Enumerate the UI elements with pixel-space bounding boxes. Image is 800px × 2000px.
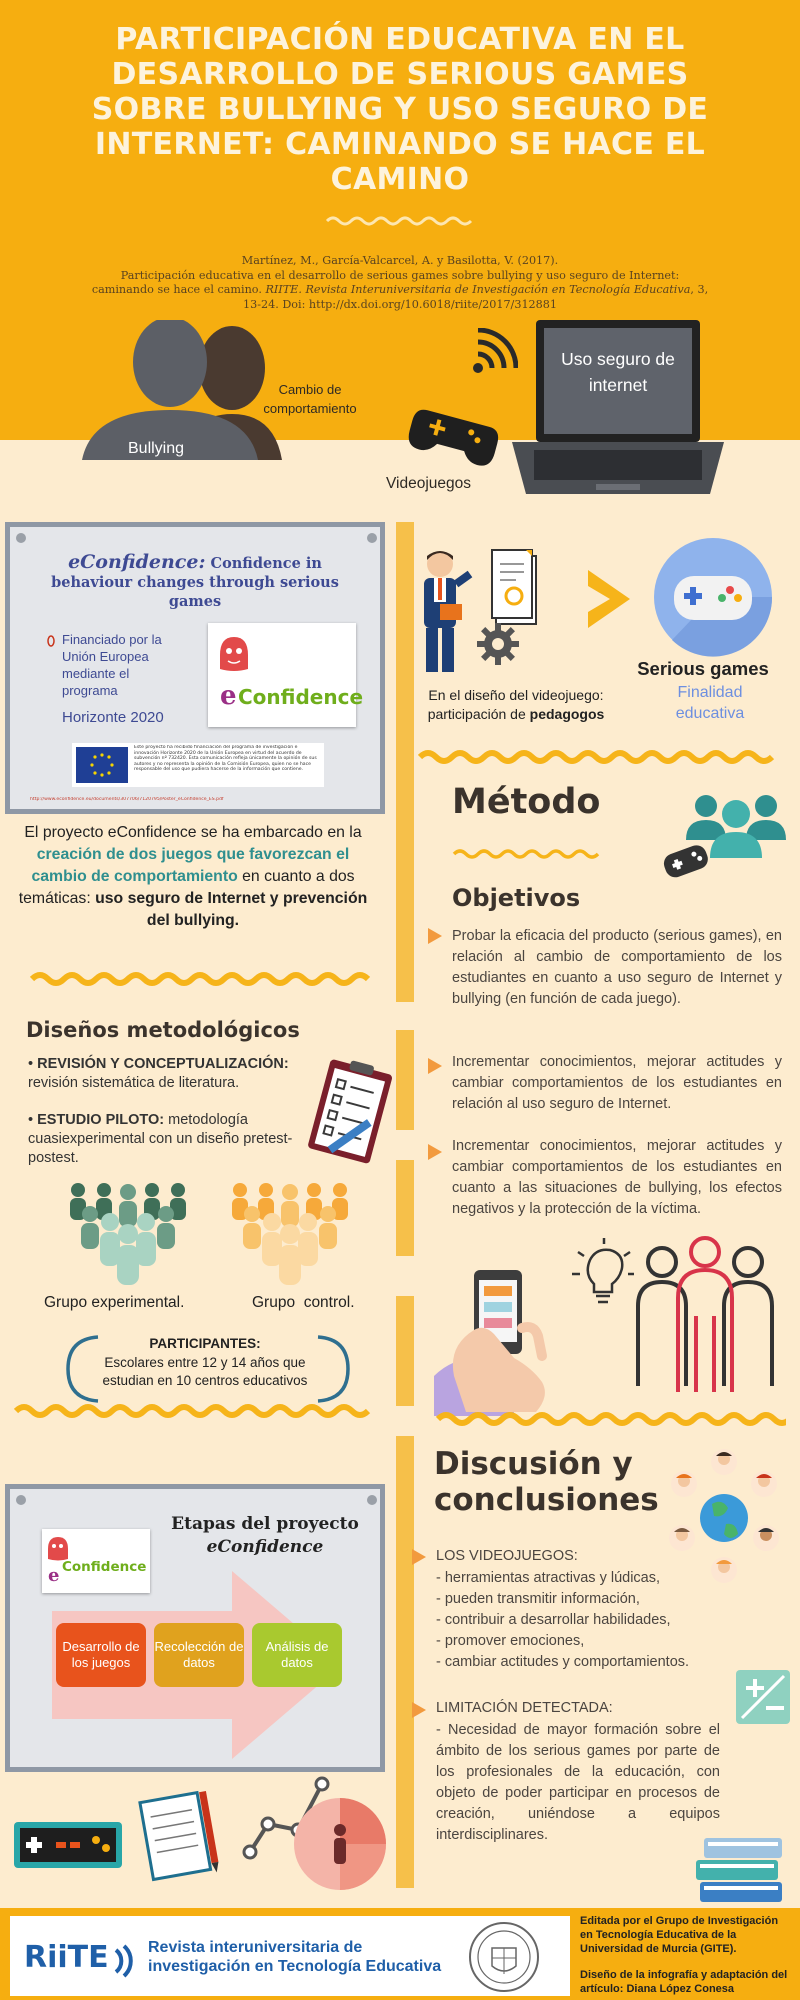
intro-paragraph bbox=[18, 822, 368, 932]
journal-name-line2: investigación en Tecnología Educativa bbox=[148, 1958, 442, 1975]
econfidence-logo bbox=[208, 623, 364, 727]
signal-waves-icon bbox=[110, 1944, 140, 1978]
objective-arrow-icon bbox=[428, 928, 442, 944]
eu-note-strip bbox=[72, 743, 324, 787]
etapa-step-3: Análisis de datos bbox=[252, 1623, 342, 1687]
objective-arrow-icon bbox=[428, 1144, 442, 1160]
objetivos-title: Objetivos bbox=[452, 884, 581, 912]
videojuegos-item: - contribuir a desarrollar habilidades, bbox=[436, 1612, 671, 1628]
wave-divider bbox=[14, 1402, 374, 1420]
objective-arrow-icon bbox=[428, 1058, 442, 1074]
econfidence-title-em: eConfidence: bbox=[68, 551, 206, 573]
serious-games-gamepad-icon bbox=[652, 536, 774, 658]
intro-highlight: creación de dos juegos que favorezcan el cambio de comportamiento bbox=[31, 846, 350, 885]
econfidence-title-rest: Confidence in behaviour changes through serious games bbox=[51, 555, 339, 610]
wifi-icon bbox=[470, 328, 518, 376]
bullet-leaf-icon bbox=[46, 635, 56, 647]
plus-minus-icon bbox=[734, 1668, 792, 1726]
gear-icon bbox=[476, 622, 520, 666]
disenos-item-1-text: revisión sistemática de literatura. bbox=[28, 1075, 240, 1091]
discusion-arrow-icon bbox=[412, 1549, 426, 1565]
econfidence-logo-text: Confidence bbox=[238, 685, 364, 709]
disenos-item-2-text: metodología cuasiexperimental con un diseño pretest-postest. bbox=[28, 1112, 293, 1166]
pin-icon bbox=[365, 531, 379, 545]
riite-logo: RiiTE bbox=[24, 1940, 109, 1975]
notebook-pencil-icon bbox=[136, 1786, 226, 1882]
lightbulb-icon bbox=[570, 1236, 634, 1306]
eu-note: Este proyecto ha recibido financiación del programa de investigación e innovación Horizonte 2020 de la Unión Europea en virtud del acuerdo de subvención nº 732420. Esta comunicación refleja únicamente la opinión de sus autores y no representa la opinión de la Comisión Europea, quien no se hace responsable del uso que pudiera hacerse de la información que contiene. bbox=[134, 745, 317, 773]
metodo-title: Método bbox=[452, 782, 601, 822]
pin-icon bbox=[14, 531, 28, 545]
citation-authors: Martínez, M., García-Valcarcel, A. y Basilotta, V. (2017). bbox=[241, 254, 559, 267]
books-icon bbox=[694, 1830, 786, 1906]
videojuegos-item: - cambiar actitudes y comportamientos. bbox=[436, 1654, 690, 1670]
footer-credits bbox=[580, 1914, 792, 1996]
disenos-item-1-bold: REVISIÓN Y CONCEPTUALIZACIÓN: bbox=[37, 1056, 289, 1072]
university-seal-icon bbox=[466, 1920, 542, 1994]
etapas-title bbox=[160, 1513, 370, 1559]
etapa-step-1: Desarrollo de los juegos bbox=[56, 1623, 146, 1687]
econfidence-logo-e: e bbox=[220, 681, 237, 711]
econfidence-url[interactable]: http://www.econfidence.eu/documents/307706/7120795/Poster_eConfidence_ES.pdf bbox=[30, 797, 224, 802]
limitacion-title: LIMITACIÓN DETECTADA: bbox=[436, 1700, 613, 1716]
cambio-label: Cambio de comportamiento bbox=[263, 382, 357, 416]
participants-title: PARTICIPANTES: bbox=[149, 1336, 261, 1351]
pin-icon bbox=[14, 1493, 28, 1507]
global-people-icon bbox=[660, 1446, 788, 1588]
econfidence-programme: Horizonte 2020 bbox=[62, 709, 164, 726]
etapas-title-line1: Etapas del proyecto bbox=[171, 1514, 359, 1534]
citation-text: Participación educativa en el desarrollo de serious games sobre bullying y uso seguro de Internet: caminando se hace el camino. bbox=[91, 268, 680, 296]
videojuegos-list bbox=[436, 1568, 736, 1673]
objective-3: Incrementar conocimientos, mejorar actitudes y cambiar comportamientos de los estudiantes en cuanto a las situaciones de bullying, los efectos negativos y la protección de la víctima. bbox=[452, 1138, 782, 1217]
citation-journal: RIITE. Revista Interuniversitaria de Investigación en Tecnología Educativa bbox=[265, 283, 691, 296]
wave-divider-short bbox=[452, 848, 602, 860]
hand-phone-icon bbox=[434, 1268, 568, 1416]
econfidence-mascot-icon bbox=[216, 635, 252, 685]
experimental-group-icon bbox=[64, 1180, 192, 1288]
journal-name-line1: Revista interuniversitaria de bbox=[148, 1939, 363, 1956]
journal-name bbox=[148, 1938, 441, 1976]
vertical-accent-bar bbox=[396, 1030, 414, 1130]
vertical-accent-bar bbox=[396, 1436, 414, 1888]
discusion-title: Discusión y conclusiones bbox=[434, 1446, 659, 1518]
person-pie-icon bbox=[292, 1796, 388, 1892]
econfidence-funded: Financiado por la Unión Europea mediante el programa bbox=[62, 632, 162, 698]
design-caption-line2a: participación de bbox=[427, 706, 530, 722]
title-wave-divider bbox=[325, 214, 475, 228]
disenos-item-2-bold: ESTUDIO PILOTO: bbox=[37, 1112, 165, 1128]
laptop-label: Uso seguro de internet bbox=[561, 349, 675, 395]
intro-bold: uso seguro de Internet y prevención del bullying. bbox=[95, 890, 368, 929]
serious-games-label: Serious games bbox=[637, 658, 769, 679]
disenos-item-2: • ESTUDIO PILOTO: metodología cuasiexperimental con un diseño pretest-postest. bbox=[28, 1112, 293, 1166]
etapas-logo-text: Confidence bbox=[62, 1559, 147, 1575]
econfidence-panel bbox=[5, 522, 385, 814]
pin-icon bbox=[365, 1493, 379, 1507]
wave-divider bbox=[436, 1410, 786, 1428]
limitacion-text: - Necesidad de mayor formación sobre el ámbito de los serious games por parte de los profesionales de la educación, con objeto de poder participar en procesos de creación, uniéndose a equipos interdisciplinares. bbox=[436, 1722, 720, 1843]
videojuegos-item: - promover emociones, bbox=[436, 1633, 585, 1649]
discusion-arrow-icon bbox=[412, 1702, 426, 1718]
design-caption-pedagogos: pedagogos bbox=[529, 706, 605, 722]
videojuegos-item: - pueden transmitir información, bbox=[436, 1591, 640, 1607]
design-caption bbox=[418, 686, 614, 724]
etapa-step-2: Recolección de datos bbox=[154, 1623, 244, 1687]
citation bbox=[90, 254, 710, 312]
intro-part1: El proyecto eConfidence se ha embarcado en la bbox=[24, 824, 362, 841]
wave-divider bbox=[418, 748, 778, 766]
disenos-item-1: • REVISIÓN Y CONCEPTUALIZACIÓN: revisión sistemática de literatura. bbox=[28, 1056, 289, 1091]
etapas-title-line2: eConfidence bbox=[206, 1537, 324, 1557]
eu-flag-icon bbox=[76, 747, 128, 783]
team-gamepad-icon bbox=[662, 792, 786, 882]
page-title: PARTICIPACIÓN EDUCATIVA EN EL DESARROLLO DE SERIOUS GAMES SOBRE BULLYING Y USO SEGURO DE INTERNET: CAMINANDO SE HACE EL CAMINO bbox=[91, 22, 709, 197]
group-control-label: Grupo control. bbox=[252, 1294, 355, 1311]
control-group-icon bbox=[226, 1180, 354, 1288]
objective-2: Incrementar conocimientos, mejorar actitudes y cambiar comportamientos de los estudiantes en relación al uso seguro de Internet. bbox=[452, 1054, 782, 1112]
retro-gamepad-icon bbox=[12, 1820, 124, 1870]
etapas-logo-e: e bbox=[48, 1565, 60, 1586]
videojuegos-label: Videojuegos bbox=[386, 475, 472, 492]
objective-1: Probar la eficacia del producto (serious games), en relación al cambio de comportamiento de los estudiantes en cuanto a uso seguro de Internet y bullying (en función de cada juego). bbox=[452, 928, 782, 1007]
econfidence-title bbox=[30, 553, 360, 611]
play-arrow-icon bbox=[584, 566, 634, 632]
bullying-label: Bullying bbox=[128, 440, 185, 457]
intro-part2: en cuanto a dos temáticas: bbox=[18, 868, 355, 907]
clipboard-checklist-icon bbox=[304, 1056, 400, 1168]
footer-edited: Editada por el Grupo de Investigación en Tecnología Educativa de la Universidad de Murcia (GITE). bbox=[580, 1915, 779, 1955]
vertical-accent-bar bbox=[396, 1160, 414, 1256]
people-outline-icon bbox=[630, 1236, 780, 1396]
citation-tail: , 3, 13-24. Doi: http://dx.doi.org/10.6018/riite/2017/312881 bbox=[242, 283, 709, 311]
wave-divider bbox=[30, 970, 370, 988]
design-caption-line1: En el diseño del videojuego: bbox=[428, 687, 604, 703]
vertical-accent-bar bbox=[396, 1296, 414, 1406]
gamepad-icon bbox=[408, 400, 500, 470]
videojuegos-item: - herramientas atractivas y lúdicas, bbox=[436, 1570, 661, 1586]
footer-design: Diseño de la infografía y adaptación del artículo: Diana López Conesa bbox=[580, 1969, 788, 1995]
participants-text: Escolares entre 12 y 14 años que estudian en 10 centros educativos bbox=[102, 1355, 308, 1388]
videojuegos-title: LOS VIDEOJUEGOS: bbox=[436, 1548, 578, 1564]
group-experimental-label: Grupo experimental. bbox=[44, 1294, 185, 1311]
finalidad-label: Finalidad educativa bbox=[675, 684, 745, 722]
disenos-title: Diseños metodológicos bbox=[26, 1018, 300, 1042]
etapas-panel bbox=[5, 1484, 385, 1772]
